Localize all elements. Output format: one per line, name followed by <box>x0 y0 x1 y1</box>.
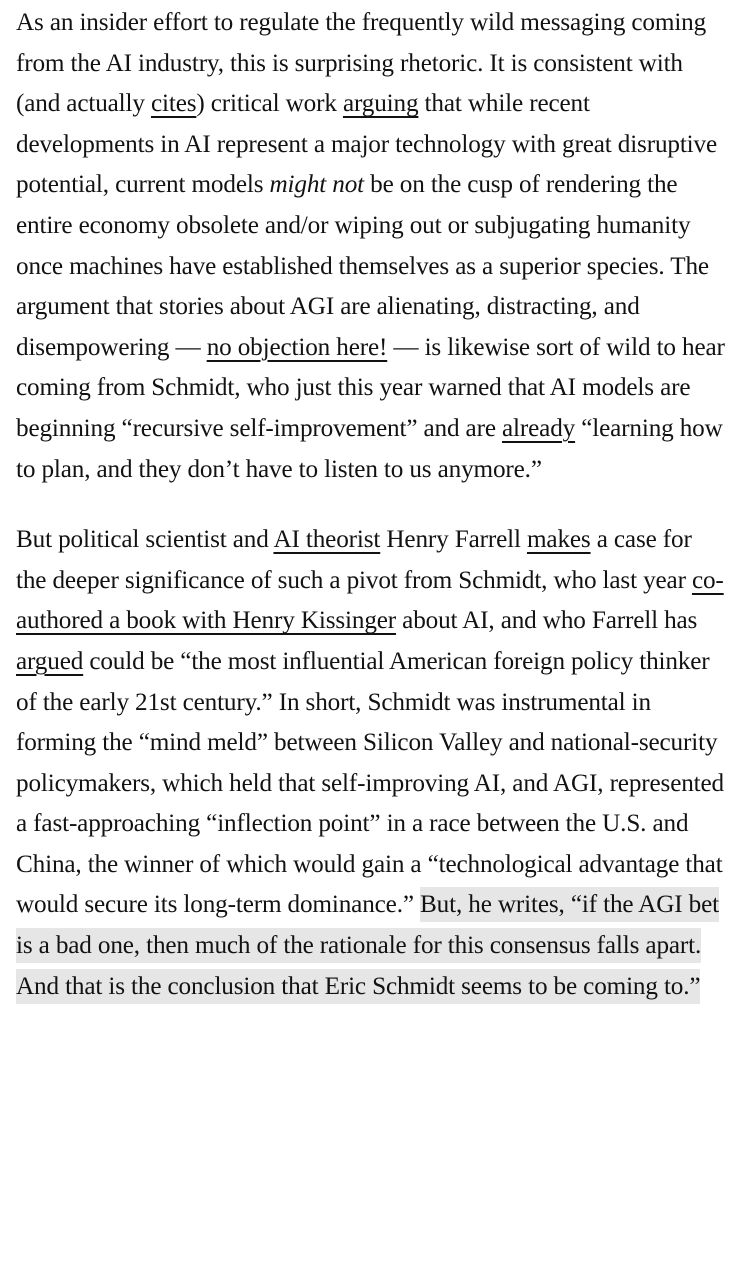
link-makes[interactable]: makes <box>526 526 591 554</box>
link-arguing[interactable]: arguing <box>342 90 419 118</box>
article-body <box>16 3 728 1007</box>
highlighted-text: But, he writes, “if the AGI bet is a bad one, then much of the rationale for this consensus falls apart. And that is the conclusion that Eric Schmidt seems to be coming to.” <box>16 887 719 1003</box>
paragraph-text: a case for the deeper significance of such a pivot from Schmidt, who last year <box>16 526 692 594</box>
link-cites[interactable]: cites <box>150 90 197 118</box>
link-kissinger-book[interactable]: co-authored a book with Henry Kissinger <box>16 566 724 635</box>
paragraph-text: But political scientist and <box>16 526 274 554</box>
paragraph-text: could be “the most influential American foreign policy thinker of the early 21st century.” In short, Schmidt was instrumental in forming the “mind meld” between Silicon Valley and national-security policymakers, which held that self-improving AI, and AGI, represented a fast-approaching “inflection point” in a race between the U.S. and China, the winner of which would gain a “technological advantage that would secure its long-term dominance.” <box>16 647 724 919</box>
paragraph-text: that while recent developments in AI represent a major technology with great disruptive potential, current models <box>16 90 717 199</box>
paragraph-1 <box>16 3 728 490</box>
link-no-objection-here[interactable]: no objection here! <box>206 333 388 361</box>
link-ai-theorist[interactable]: AI theorist <box>273 526 381 554</box>
paragraph-text: “learning how to plan, and they don’t have to listen to us anymore.” <box>16 414 723 483</box>
paragraph-text: — is likewise sort of wild to hear coming from Schmidt, who just this year warned that AI models are beginning “recursive self-improvement” and are <box>16 333 725 442</box>
paragraph-text: about AI, and who Farrell has <box>396 607 698 635</box>
link-already[interactable]: already <box>502 414 576 442</box>
paragraph-text: Henry Farrell <box>380 526 527 554</box>
link-argued[interactable]: argued <box>16 647 84 675</box>
paragraph-text: be on the cusp of rendering the entire economy obsolete and/or wiping out or subjugating humanity once machines have established themselves as a superior species. The argument that stories about AGI are alienating, distracting, and disempowering — <box>16 171 709 361</box>
paragraph-text: As an insider effort to regulate the frequently wild messaging coming from the AI industry, this is surprising rhetoric. It is consistent with (and actually <box>16 9 707 118</box>
emphasis-might-not: might not <box>269 171 365 199</box>
paragraph-2 <box>16 520 728 1007</box>
paragraph-text: ) critical work <box>196 90 343 118</box>
